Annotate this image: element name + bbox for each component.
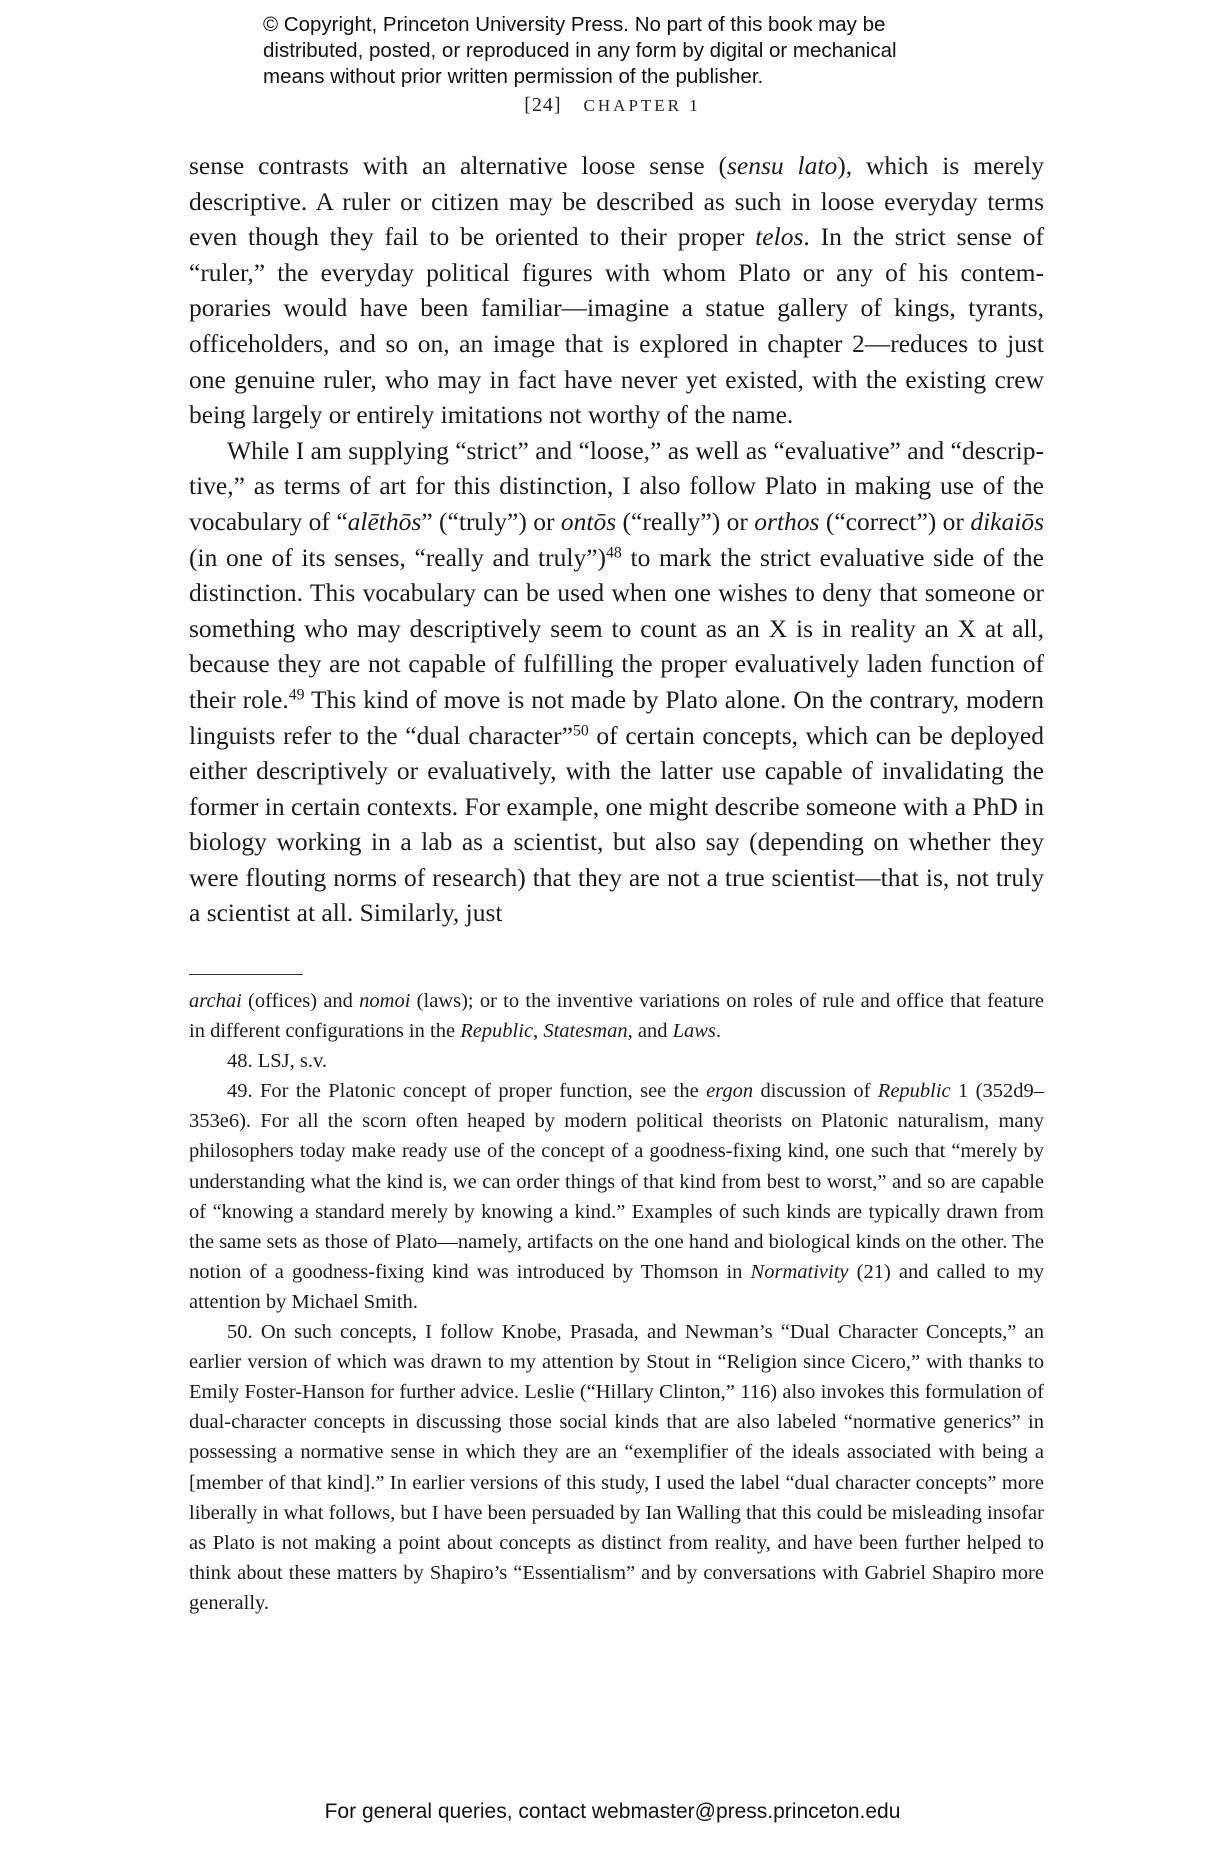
italic-term: sensu lato [726,151,838,180]
copyright-line-1: © Copyright, Princeton University Press. No part of this book may be [263,13,886,36]
text-run: (laws); or to the inventive variations on roles of rule and office that feature in different configurations in the [189,990,1044,1043]
italic-term: ergon [706,1080,754,1103]
copyright-line-2: distributed, posted, or reproduced in any form by digital or mechanical [263,39,897,62]
text-run: (“really”) or [616,506,755,536]
text-run: This kind of move is not made by Plato alone. On the contrary, modern linguists refer to the “dual character” [189,684,1045,750]
footnote-separator [189,974,303,975]
copyright-notice [263,12,983,90]
italic-term: alēthōs [347,506,422,536]
footnote-ref-50[interactable]: 50 [572,721,589,739]
footer-contact: For general queries, contact webmaster@press.princeton.edu [324,1800,901,1823]
text-run: (“correct”) or [819,506,971,536]
footnote-ref-48[interactable]: 48 [606,543,622,561]
italic-term: archai [189,990,242,1012]
text-run: , and [627,1020,673,1043]
text-run: discussion of [753,1080,878,1103]
text-run: sense contrasts with an alternative loose sense ( [189,151,727,180]
running-head [0,94,1225,117]
text-run: to mark the strict evaluative side of the distinction. This vocabulary can be used when one wishes to deny that someone or something who may descriptively seem to count as an X is in reality an X at all, because they are not capable of fulfilling the proper evaluatively laden function of their role. [189,542,1044,714]
main-text [189,148,1044,931]
chapter-label: CHAPTER 1 [583,96,701,115]
text-run: . In the strict sense of “ruler,” the everyday political figures with whom Plato or any of his contemporaries would have been familiar—imagine a statue gallery of kings, tyrants, officeholders, and so on, an image that is explored in chapter 2—reduces to just one genuine ruler, who may in fact have never yet existed, with the existing crew being largely or entirely imitations not worthy of the name. [189,222,1044,430]
italic-term: orthos [754,506,820,536]
page-number: [24] [524,94,562,116]
text-run: (21) and called to my attention by Michael Smith. [189,1260,1044,1313]
copyright-line-3: means without prior written permission of the publisher. [263,65,764,88]
footnote-ref-49[interactable]: 49 [288,686,305,704]
footnote-50: 50. On such concepts, I follow Knobe, Prasada, and Newman’s “Dual Character Concepts,” an earlier version of which was drawn to my attention by Stout in “Religion since Cicero,” with thanks to Emily Foster-Hanson for further advice. Leslie (“Hillary Clinton,” 116) also invokes this formulation of dual-character concepts in discussing those social kinds that are also labeled “normative generics” in possessing a normative sense in which they are an “exemplifier of the ideals associated with being a [member of that kind].” In earlier versions of this study, I used the label “dual character concepts” more liberally in what follows, but I have been persuaded by Ian Walling that this could be misleading insofar as Plato is not making a point about concepts as distinct from reality, and have been further helped to think about these matters by Shapiro’s “Essentialism” and by conversations with Gabriel Shapiro more generally. [189,1321,1044,1614]
italic-term: Republic [877,1080,951,1103]
italic-term: dikaiōs [970,506,1044,536]
text-run: , [533,1020,544,1043]
text-run: (in one of its senses, “really and truly”) [189,542,607,572]
italic-term: nomoi [359,990,411,1012]
text-run: (offices) and [241,990,360,1012]
italic-term: ontōs [560,506,617,536]
italic-term: Laws [672,1020,716,1043]
paragraph-1 [189,148,1044,433]
text-run: 1 (352d9–353e6). For all the scorn often heaped by modern political theorists on Platonic naturalism, many philosophers today make ready use of the concept of a goodness-fixing kind, one such that “merely by understanding what the kind is, we can order things of that kind from best to worst,” and so are capable of “knowing a standard merely by knowing a kind.” Examples of such kinds are typically drawn from the same sets as those of Plato—namely, artifacts on the one hand and biological kinds on the other. The notion of a goodness-fixing kind was introduced by Thomson in [189,1080,1045,1283]
text-run: . [715,1020,722,1043]
italic-term: Republic [460,1020,534,1043]
text-run: 49. For the Platonic concept of proper function, see the [227,1080,707,1103]
italic-term: Normativity [750,1260,849,1283]
text-run: While I am supplying “strict” and “loose,” as well as “evaluative” and “descriptive,” as terms of art for this distinction, I also follow Plato in making use of the vocabulary of “ [189,435,1044,536]
italic-term: telos [755,222,804,252]
text-run: ” (“truly”) or [421,506,561,536]
footnote-continuation [189,986,1044,1046]
paragraph-2 [189,433,1044,931]
text-run: ), which is merely descriptive. A ruler or citizen may be described as such in loose everyday terms even though they fail to be oriented to their proper [189,151,1044,252]
text-run: of certain concepts, which can be deployed either descriptively or evaluatively, with the latter use capable of invalidating the former in certain contexts. For example, one might describe someone with a PhD in biology working in a lab as a scientist, but also say (depending on whether they were flouting norms of research) that they are not a true scientist—that is, not truly a scientist at all. Similarly, just [189,720,1044,928]
italic-term: Statesman [543,1020,628,1043]
footnote-49 [189,1076,1044,1317]
footnotes [189,986,1044,1618]
footnote-48: 48. LSJ, s.v. [227,1050,328,1073]
